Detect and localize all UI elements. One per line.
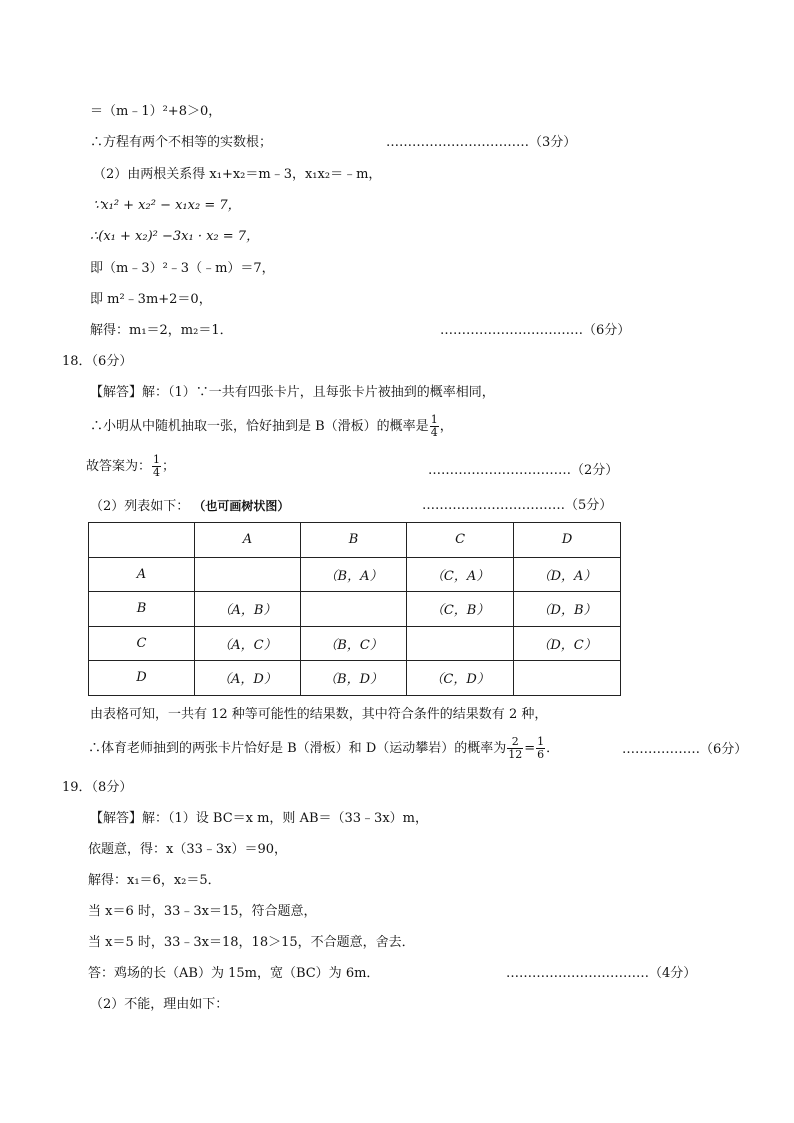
table-header-cell: D xyxy=(514,523,621,558)
solution-line: 【解答】解：（1）∵一共有四张卡片，且每张卡片被抽到的概率相同， xyxy=(90,385,495,400)
fraction-numerator: 1 xyxy=(537,735,545,748)
outcome-table xyxy=(88,522,621,696)
table-cell: （A，C） xyxy=(195,626,301,661)
solution-text: ∴小明从中随机抽取一张，恰好抽到是 B（滑板）的概率是 xyxy=(90,419,429,434)
solution-line: 即 m²﹣3m+2＝0， xyxy=(90,292,212,307)
solution-text: ∴体育老师抽到的两张卡片恰好是 B（滑板）和 D（运动攀岩）的概率为 xyxy=(88,741,507,756)
solution-line: 由表格可知，一共有 12 种等可能性的结果数，其中符合条件的结果数有 2 种， xyxy=(90,707,548,722)
table-row-header: A xyxy=(89,557,195,592)
table-cell xyxy=(514,661,621,696)
table-row xyxy=(89,626,621,661)
table-cell: （A，B） xyxy=(195,592,301,627)
fraction-denominator: 4 xyxy=(153,466,161,479)
table-header-cell: C xyxy=(407,523,514,558)
solution-line: ＝（m﹣1）²+8＞0， xyxy=(90,104,222,119)
table-row-header: B xyxy=(89,592,195,627)
table-row xyxy=(89,592,621,627)
score-mark: ……………………………（5分） xyxy=(422,498,613,513)
table-row-header: D xyxy=(89,661,195,696)
table-row xyxy=(89,557,621,592)
fraction xyxy=(152,454,161,479)
table-cell: （B，C） xyxy=(300,626,406,661)
solution-line xyxy=(88,736,559,761)
table-cell xyxy=(407,626,514,661)
table-row-header: C xyxy=(89,626,195,661)
solution-line: ∴方程有两个不相等的实数根； xyxy=(90,135,273,150)
table-header-cell: B xyxy=(300,523,406,558)
score-mark: ……………………………（2分） xyxy=(428,463,619,478)
solution-line: 解得：m₁＝2，m₂＝1． xyxy=(90,323,233,338)
solution-text: ． xyxy=(546,741,560,756)
table-header-row xyxy=(89,523,621,558)
solution-line: 解得：x₁＝6，x₂＝5． xyxy=(88,873,221,888)
score-mark: ……………………………（3分） xyxy=(386,135,577,150)
solution-line: 当 x＝5 时，33﹣3x＝18，18＞15，不合题意，舍去． xyxy=(88,935,415,950)
fraction-numerator: 1 xyxy=(430,413,438,426)
table-cell xyxy=(300,592,406,627)
table-cell: （B，D） xyxy=(300,661,406,696)
question-heading: 19．（8分） xyxy=(62,780,133,795)
solution-line: （2）不能，理由如下： xyxy=(90,997,229,1012)
table-header-cell: A xyxy=(195,523,301,558)
solution-line xyxy=(90,414,453,439)
table-row xyxy=(89,661,621,696)
table-cell: （C，B） xyxy=(407,592,514,627)
solution-line: ∴(x₁ + x₂)² −3x₁ · x₂ = 7， xyxy=(90,229,260,244)
solution-line: 当 x＝6 时，33﹣3x＝15，符合题意， xyxy=(88,904,317,919)
table-cell: （D，A） xyxy=(514,557,621,592)
solution-line xyxy=(90,497,289,516)
fraction-numerator: 1 xyxy=(153,453,161,466)
fraction xyxy=(507,736,523,761)
solution-line: 【解答】解：（1）设 BC＝x m，则 AB＝（33﹣3x）m， xyxy=(90,811,428,826)
score-mark: ……………………………（6分） xyxy=(440,323,631,338)
solution-line: （2）由两根关系得 x₁+x₂＝m﹣3，x₁x₂＝﹣m， xyxy=(93,167,382,182)
solution-line: 即（m﹣3）²﹣3（﹣m）＝7， xyxy=(90,261,275,276)
fraction-denominator: 4 xyxy=(430,426,438,439)
solution-text: （2）列表如下： xyxy=(90,499,190,514)
solution-text: ； xyxy=(162,459,176,474)
table-cell: （C，A） xyxy=(407,557,514,592)
fraction-denominator: 6 xyxy=(537,748,545,761)
table-cell xyxy=(195,557,301,592)
solution-line: ∵x₁² + x₂² − x₁x₂ = 7， xyxy=(93,198,241,213)
solution-line xyxy=(86,454,175,479)
table-cell: （B，A） xyxy=(300,557,406,592)
fraction-denominator: 12 xyxy=(508,748,523,761)
table-cell: （C，D） xyxy=(407,661,514,696)
fraction xyxy=(536,736,545,761)
solution-line: 依题意，得：x（33﹣3x）＝90， xyxy=(88,842,288,857)
solution-text: 故答案为： xyxy=(86,459,152,474)
equals-sign: = xyxy=(524,741,536,756)
solution-note: （也可画树状图） xyxy=(193,499,290,513)
table-cell: （A，D） xyxy=(195,661,301,696)
table-cell: （D，C） xyxy=(514,626,621,661)
table-cell: （D，B） xyxy=(514,592,621,627)
score-mark: ……………………………（4分） xyxy=(506,966,697,981)
solution-line: 答：鸡场的长（AB）为 15m，宽（BC）为 6m． xyxy=(88,966,380,981)
table-cell xyxy=(89,523,195,558)
solution-text: ， xyxy=(439,419,453,434)
question-heading: 18．（6分） xyxy=(62,354,133,369)
fraction-numerator: 2 xyxy=(507,736,523,749)
fraction xyxy=(430,414,439,439)
score-mark: ………………（6分） xyxy=(622,742,748,757)
